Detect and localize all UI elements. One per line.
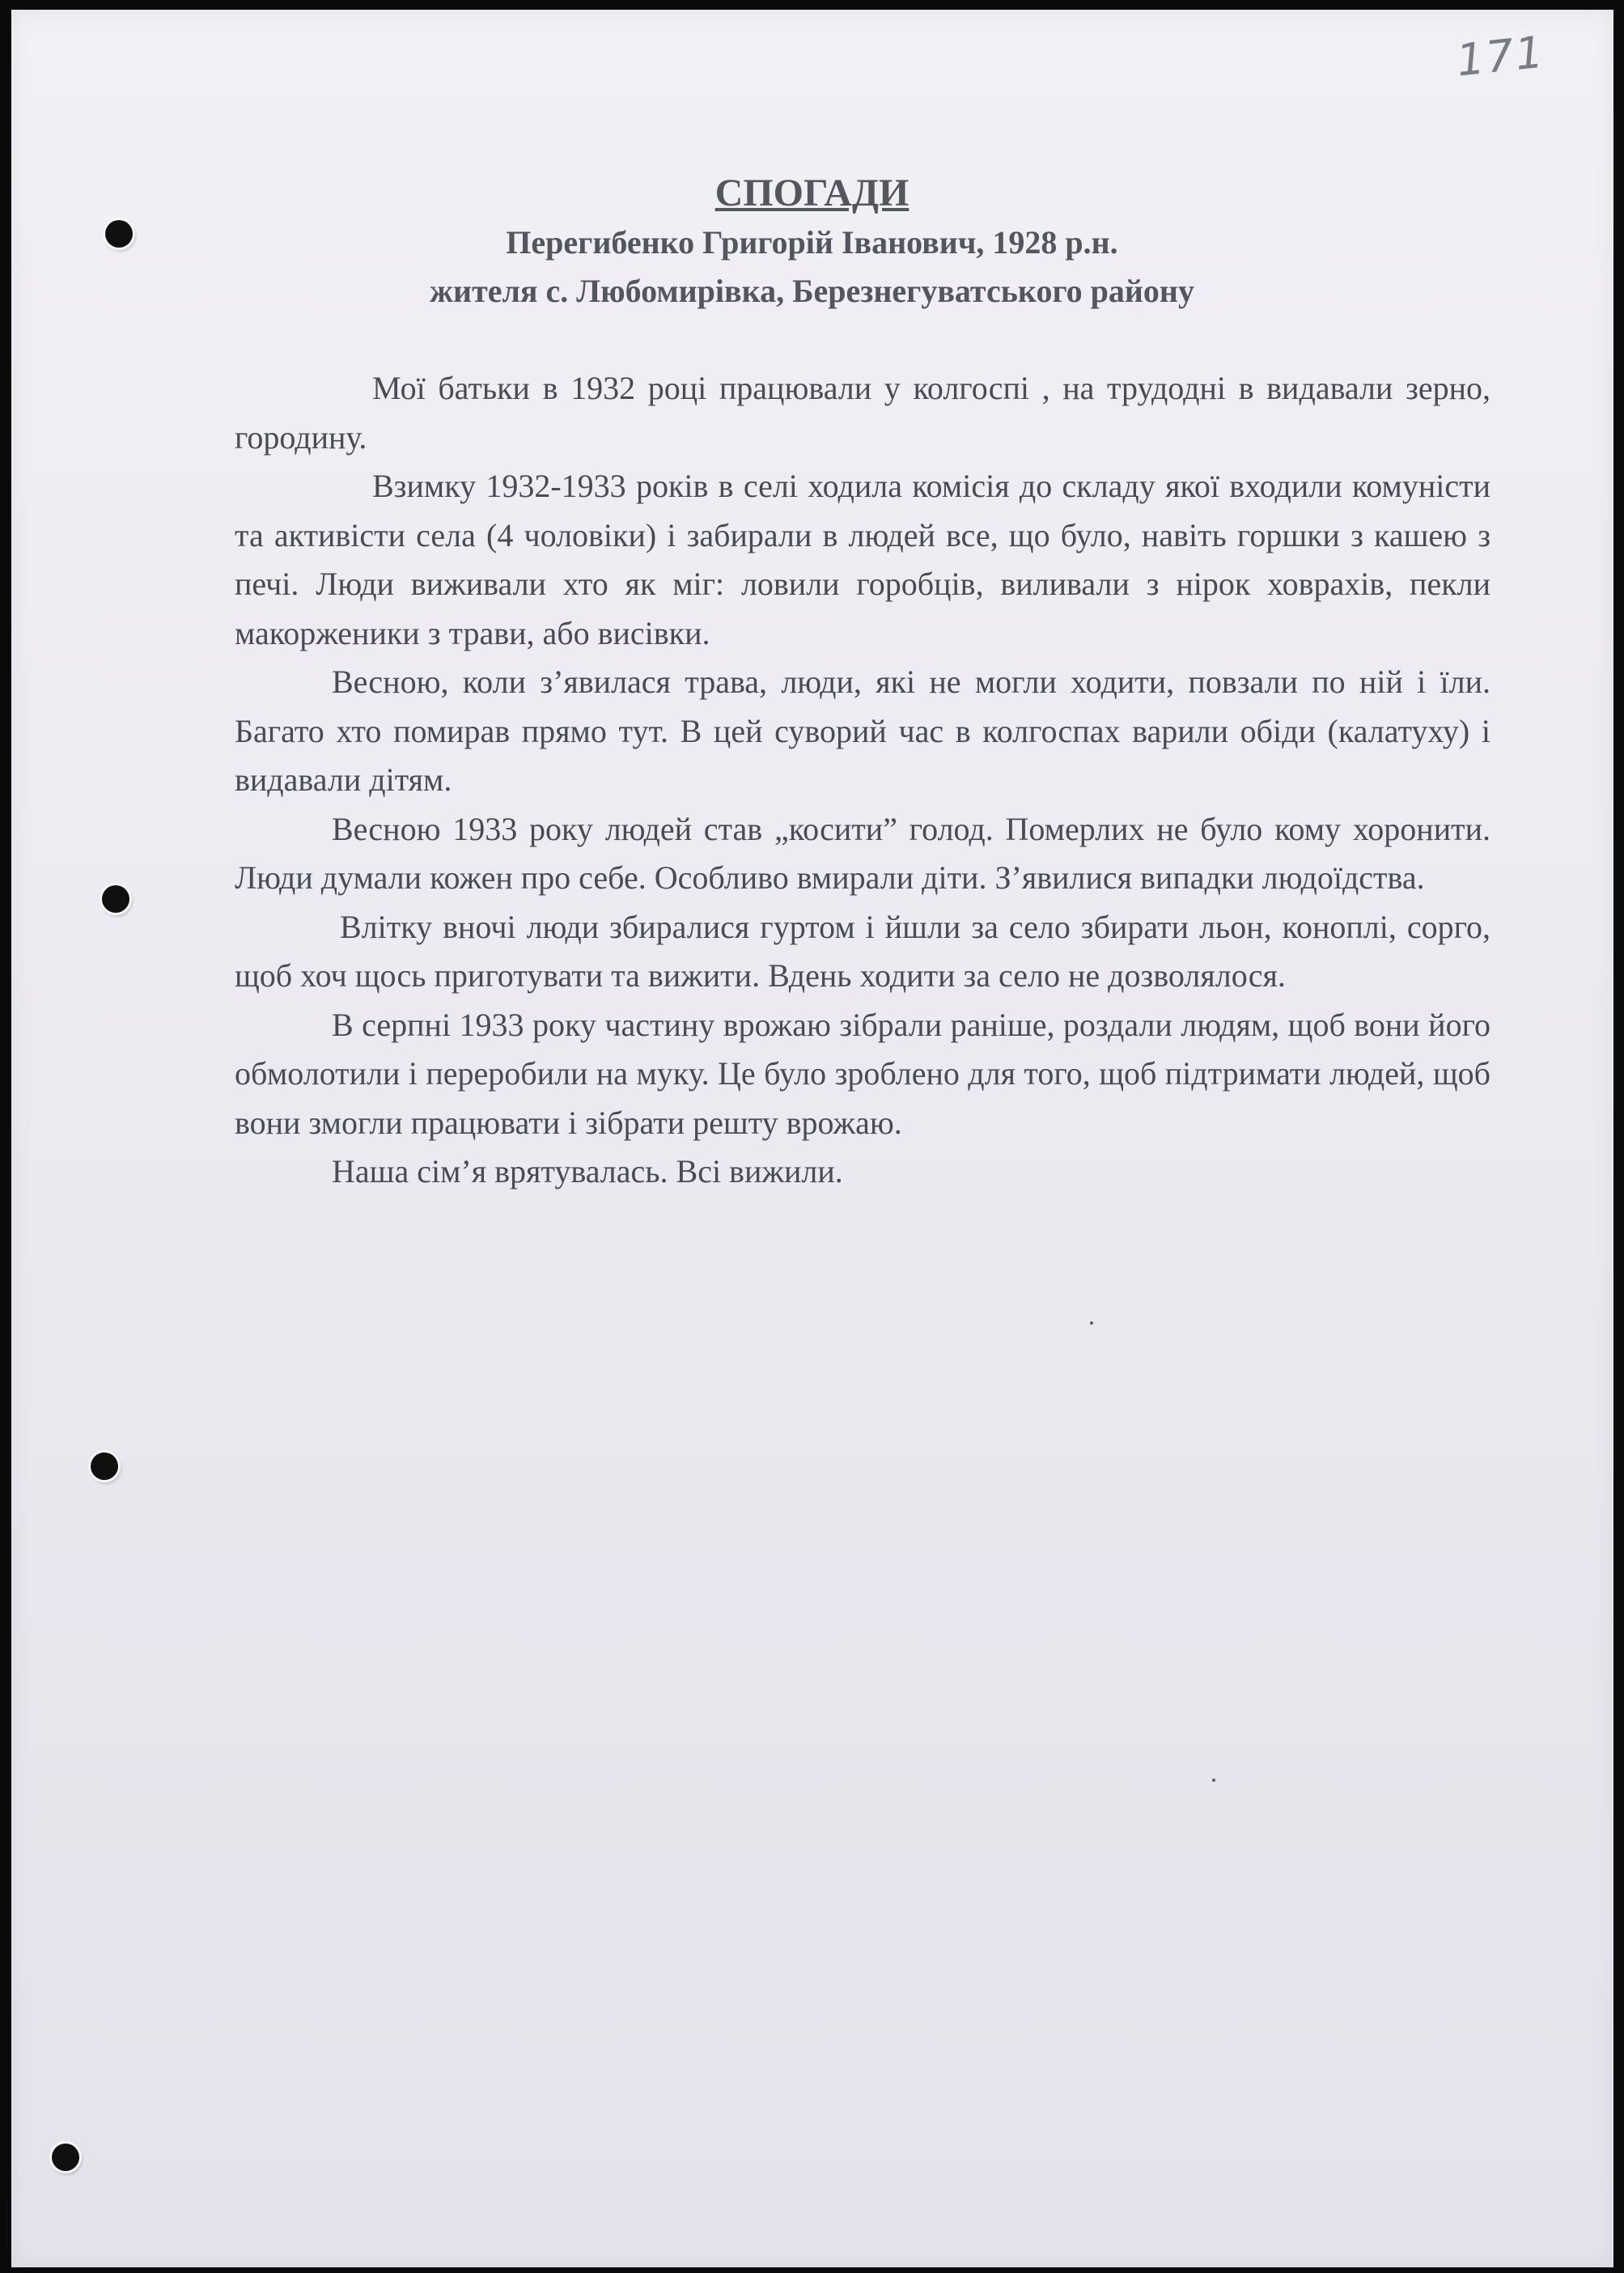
document-header [0,168,1624,316]
paragraph: Влітку вночі люди збиралися гуртом і йшли за село збирати льон, коноплі, сорго, щоб хоч щось приготувати та вижити. Вдень ходити за село не дозволялося. [235,908,1490,994]
punch-hole [52,2144,79,2171]
residence-line: жителя с. Любомирівка, Березнегуватського району [430,273,1194,309]
handwritten-page-number: 171 [1454,26,1548,87]
punch-hole [91,1452,118,1480]
memoir-body [235,364,1490,1197]
paragraph: В серпні 1933 року частину врожаю зібрали раніше, роздали людям, щоб вони його обмолотили і переробили на муку. Це було зроблено для того, щоб підтримати людей, щоб вони змогли працювати і зібрати решту врожаю. [235,1006,1490,1141]
paragraph: Взимку 1932-1933 років в селі ходила комісія до складу якої входили комуністи та активісти села (4 чоловіки) і забирали в людей все, що було, навіть горшки з кашею з печі. Люди виживали хто як міг: ловили горобців, виливали з нірок ховрахів, пекли макорженики з трави, або висівки. [235,468,1490,651]
paragraph: Весною 1933 року людей став „косити” голод. Померлих не було кому хоронити. Люди думали кожен про себе. Особливо вмирали діти. З’явилися випадки людоїдства. [235,810,1490,896]
paragraph: Весною, коли з’явилася трава, люди, які не могли ходити, повзали по ній і їли. Багато хто помирав прямо тут. В цей суворий час в колгоспах варили обіди (калатуху) і видавали дітям. [235,664,1490,798]
paper-speck [1212,1779,1215,1782]
paper-speck [1090,1321,1093,1325]
punch-hole [102,885,129,913]
document-title: СПОГАДИ [714,172,910,214]
paragraph: Наша сім’я врятувалась. Всі вижили. [332,1153,843,1190]
paragraph: Мої батьки в 1932 році працювали у колгоспі , на трудодні в видавали зерно, городину. [235,370,1490,456]
author-line: Перегибенко Григорій Іванович, 1928 р.н. [506,224,1118,261]
